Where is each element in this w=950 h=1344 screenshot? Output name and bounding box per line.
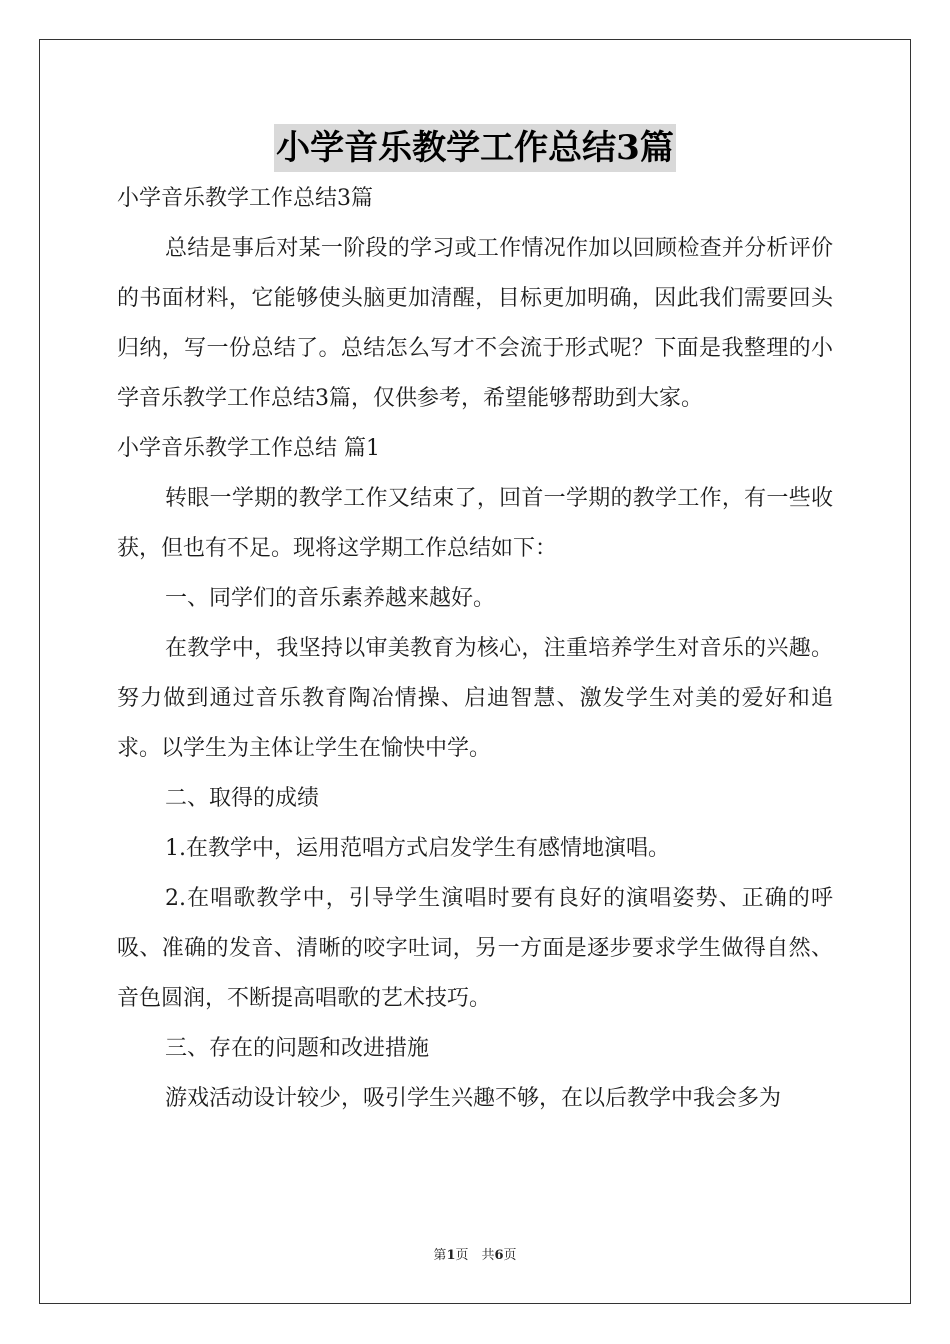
footer-suffix: 页 (503, 1248, 517, 1263)
footer-middle: 页 共 (455, 1248, 495, 1263)
paragraph-problems: 游戏活动设计较少，吸引学生兴趣不够，在以后教学中我会多为 (165, 1086, 782, 1111)
heading-three: 三、存在的问题和改进措施 (165, 1036, 430, 1061)
paragraph-teaching: 在教学中，我坚持以审美教育为核心，注重培养学生对音乐的兴趣。努力做到通过音乐教育陶冶情操、启迪智慧、激发学生对美的爱好和追求。以学生为主体让学生在愉快中学。 (117, 636, 833, 761)
title-container (0, 124, 950, 172)
section-heading: 小学音乐教学工作总结 篇1 (117, 436, 380, 461)
document-title: 小学音乐教学工作总结3篇 (274, 124, 676, 172)
footer-total-pages: 6 (494, 1248, 504, 1263)
footer-prefix: 第 (433, 1248, 447, 1263)
paragraph-opening: 转眼一学期的教学工作又结束了，回首一学期的教学工作，有一些收获，但也有不足。现将这学期工作总结如下： (117, 486, 833, 561)
list-item-one: 1.在教学中，运用范唱方式启发学生有感情地演唱。 (165, 836, 670, 861)
list-item-two: 2.在唱歌教学中，引导学生演唱时要有良好的演唱姿势、正确的呼吸、准确的发音、清晰的咬字吐词，另一方面是逐步要求学生做得自然、音色圆润，不断提高唱歌的艺术技巧。 (117, 886, 833, 1011)
document-subtitle: 小学音乐教学工作总结3篇 (117, 186, 373, 211)
footer-current-page: 1 (446, 1248, 456, 1263)
heading-two: 二、取得的成绩 (165, 786, 320, 811)
document-body (117, 174, 833, 1124)
intro-paragraph: 总结是事后对某一阶段的学习或工作情况作加以回顾检查并分析评价的书面材料，它能够使头脑更加清醒，目标更加明确，因此我们需要回头归纳，写一份总结了。总结怎么写才不会流于形式呢？下面是我整理的小学音乐教学工作总结3篇，仅供参考，希望能够帮助到大家。 (117, 236, 833, 411)
heading-one: 一、同学们的音乐素养越来越好。 (165, 586, 496, 611)
page-footer (0, 1244, 950, 1263)
